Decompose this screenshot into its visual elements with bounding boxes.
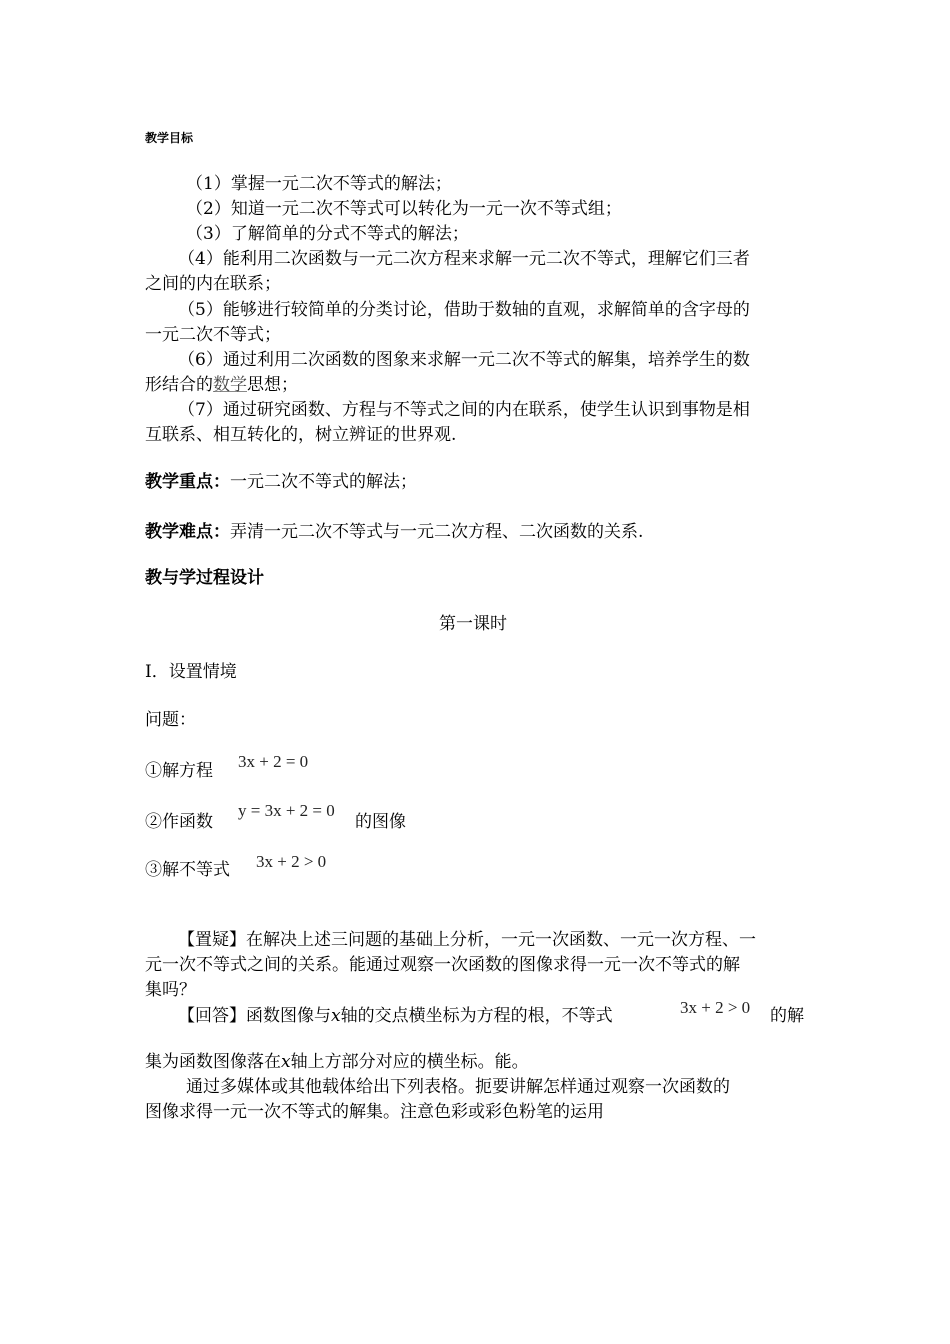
key-point	[145, 470, 417, 494]
objective-3: （3）了解简单的分式不等式的解法；	[186, 224, 469, 244]
equation-2: y = 3x + 2 = 0	[238, 801, 335, 820]
objective-6-line2	[145, 373, 298, 397]
question-label: 问题：	[145, 710, 196, 730]
objective-4-line1: （4）能利用二次函数与一元二次方程来求解一元二次不等式，理解它们三者	[178, 249, 750, 269]
x-variable: x	[331, 1006, 341, 1026]
answer-text-3: 集为函数图像落在	[145, 1052, 281, 1072]
item-2-suffix: 的图像	[355, 812, 406, 832]
x-variable-2: x	[281, 1052, 291, 1072]
answer-text-4: 轴上方部分对应的横坐标。能。	[290, 1052, 529, 1072]
equation-1: 3x + 2 = 0	[238, 752, 309, 771]
answer-text-2: 轴的交点横坐标为方程的根，不等式	[340, 1006, 613, 1026]
objective-7-line1: （7）通过研究函数、方程与不等式之间的内在联系，使学生认识到事物是相	[178, 400, 750, 420]
item-1-label: ①解方程	[145, 761, 213, 781]
objective-5-line1: （5）能够进行较简单的分类讨论，借助于数轴的直观，求解简单的含字母的	[178, 300, 750, 320]
equation-4: 3x + 2 > 0	[680, 998, 751, 1017]
difficulty	[145, 520, 643, 544]
key-point-label: 教学重点：	[145, 472, 230, 492]
objective-5-line2: 一元二次不等式；	[145, 325, 281, 345]
difficulty-text: 弄清一元二次不等式与一元二次方程、二次函数的关系.	[230, 522, 644, 542]
objectives-heading: 教学目标	[145, 131, 194, 145]
answer-line1-a	[178, 1004, 613, 1028]
objective-6-line1: （6）通过利用二次函数的图象来求解一元二次不等式的解集，培养学生的数	[178, 350, 750, 370]
item-2-label: ②作函数	[145, 812, 213, 832]
section-title: Ⅰ．设置情境	[145, 662, 237, 682]
equation-3: 3x + 2 > 0	[256, 852, 327, 871]
lesson-title: 第一课时	[439, 614, 507, 634]
media-line1: 通过多媒体或其他载体给出下列表格。扼要讲解怎样通过观察一次函数的	[186, 1077, 730, 1097]
objective-6-line2-end: 思想；	[247, 375, 298, 395]
answer-line2	[145, 1050, 529, 1074]
math-link[interactable]: 数学	[213, 375, 247, 395]
objective-4-line2: 之间的内在联系；	[145, 274, 281, 294]
item-3-label: ③解不等式	[145, 860, 230, 880]
answer-line1-end: 的解	[770, 1006, 804, 1026]
doubt-line1: 【置疑】在解决上述三问题的基础上分析，一元一次函数、一元一次方程、一	[178, 930, 756, 950]
media-line2: 图像求得一元一次不等式的解集。注意色彩或彩色粉笔的运用	[145, 1102, 604, 1122]
objective-1: （1）掌握一元二次不等式的解法；	[186, 174, 452, 194]
objective-2: （2）知道一元二次不等式可以转化为一元一次不等式组；	[186, 199, 622, 219]
answer-text-1: 【回答】函数图像与	[178, 1006, 331, 1026]
objective-6-line2-text: 形结合的	[145, 375, 213, 395]
doubt-line2: 元一次不等式之间的关系。能通过观察一次函数的图像求得一元一次不等式的解	[145, 955, 740, 975]
process-heading: 教与学过程设计	[145, 568, 264, 588]
doubt-line3: 集吗？	[145, 980, 196, 1000]
key-point-text: 一元二次不等式的解法；	[230, 472, 417, 492]
difficulty-label: 教学难点：	[145, 522, 230, 542]
objective-7-line2: 互联系、相互转化的，树立辨证的世界观.	[145, 425, 457, 445]
